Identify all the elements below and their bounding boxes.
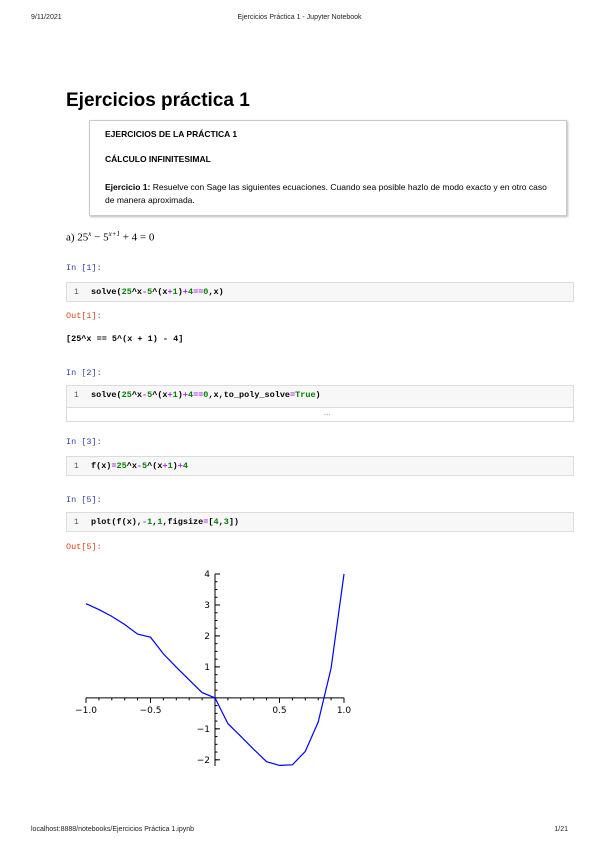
line-number: 1: [74, 288, 79, 297]
exercise-label: Ejercicio 1:: [105, 182, 151, 192]
exercise-description: [105, 181, 555, 207]
y-tick-label: 1: [204, 662, 210, 673]
x-tick-label: −0.5: [139, 705, 162, 716]
equation-exp2: x+1: [108, 230, 120, 238]
info-line-practice: EJERCICIOS DE LA PRÁCTICA 1: [105, 129, 238, 139]
code-cell-3[interactable]: [66, 456, 574, 476]
line-number: 1: [74, 518, 79, 527]
y-tick-label: −1: [196, 724, 210, 735]
print-date: 9/11/2021: [31, 14, 62, 21]
collapsed-output[interactable]: [66, 408, 574, 422]
collapsed-ellipsis: ...: [324, 408, 331, 417]
cell-1-output: [25^x == 5^(x + 1) - 4]: [66, 334, 184, 344]
equation-exp1: x: [88, 230, 92, 238]
y-tick-label: 2: [204, 631, 210, 642]
print-title: Ejercicios Práctica 1 - Jupyter Notebook: [237, 14, 362, 21]
y-tick-label: 3: [204, 600, 210, 611]
exercise-text: Resuelve con Sage las siguientes ecuaciones. Cuando sea posible hazlo de modo exacto y en otro caso de manera aproximada.: [105, 182, 547, 205]
cell-3-in-prompt: In [3]:: [66, 437, 102, 447]
function-plot: [70, 560, 370, 780]
page-title: Ejercicios práctica 1: [66, 90, 250, 111]
cell-5-in-prompt: In [5]:: [66, 495, 102, 505]
cell-5-code: plot(f(x),-1,1,figsize=[4,3]): [91, 517, 240, 527]
x-tick-label: −1.0: [75, 705, 97, 716]
y-tick-label: −2: [196, 755, 210, 766]
equation-prefix: a): [66, 231, 75, 244]
y-tick-label: 4: [204, 570, 210, 580]
cell-5-out-prompt: Out[5]:: [66, 542, 102, 552]
cell-1-in-prompt: In [1]:: [66, 263, 102, 273]
print-url: localhost:8888/notebooks/Ejercicios Práctica 1.ipynb: [31, 826, 195, 833]
equation-base2: 5: [103, 231, 109, 244]
cell-2-code: solve(25^x-5^(x+1)+4==0,x,to_poly_solve=True): [91, 390, 321, 400]
print-page-number: 1/21: [554, 826, 568, 833]
equation: a) $25^x - 5^{x+1} + 4 = 0$: [66, 230, 155, 244]
info-box: [89, 120, 567, 216]
line-number: 1: [74, 462, 79, 471]
line-number: 1: [74, 391, 79, 400]
cell-3-code: f(x)=25^x-5^(x+1)+4: [91, 461, 188, 471]
equation-rest: + 4 = 0: [122, 231, 155, 244]
code-cell-5[interactable]: [66, 512, 574, 532]
equation-base1: 25: [77, 231, 89, 244]
x-tick-label: 1.0: [336, 705, 352, 716]
info-line-subject: CÁLCULO INFINITESIMAL: [105, 154, 211, 164]
code-cell-2[interactable]: [66, 385, 574, 408]
cell-2-in-prompt: In [2]:: [66, 368, 102, 378]
x-tick-label: 0.5: [272, 705, 287, 716]
cell-1-code: solve(25^x-5^(x+1)+4==0,x): [91, 287, 224, 297]
code-cell-1[interactable]: [66, 282, 574, 302]
cell-1-out-prompt: Out[1]:: [66, 311, 102, 321]
